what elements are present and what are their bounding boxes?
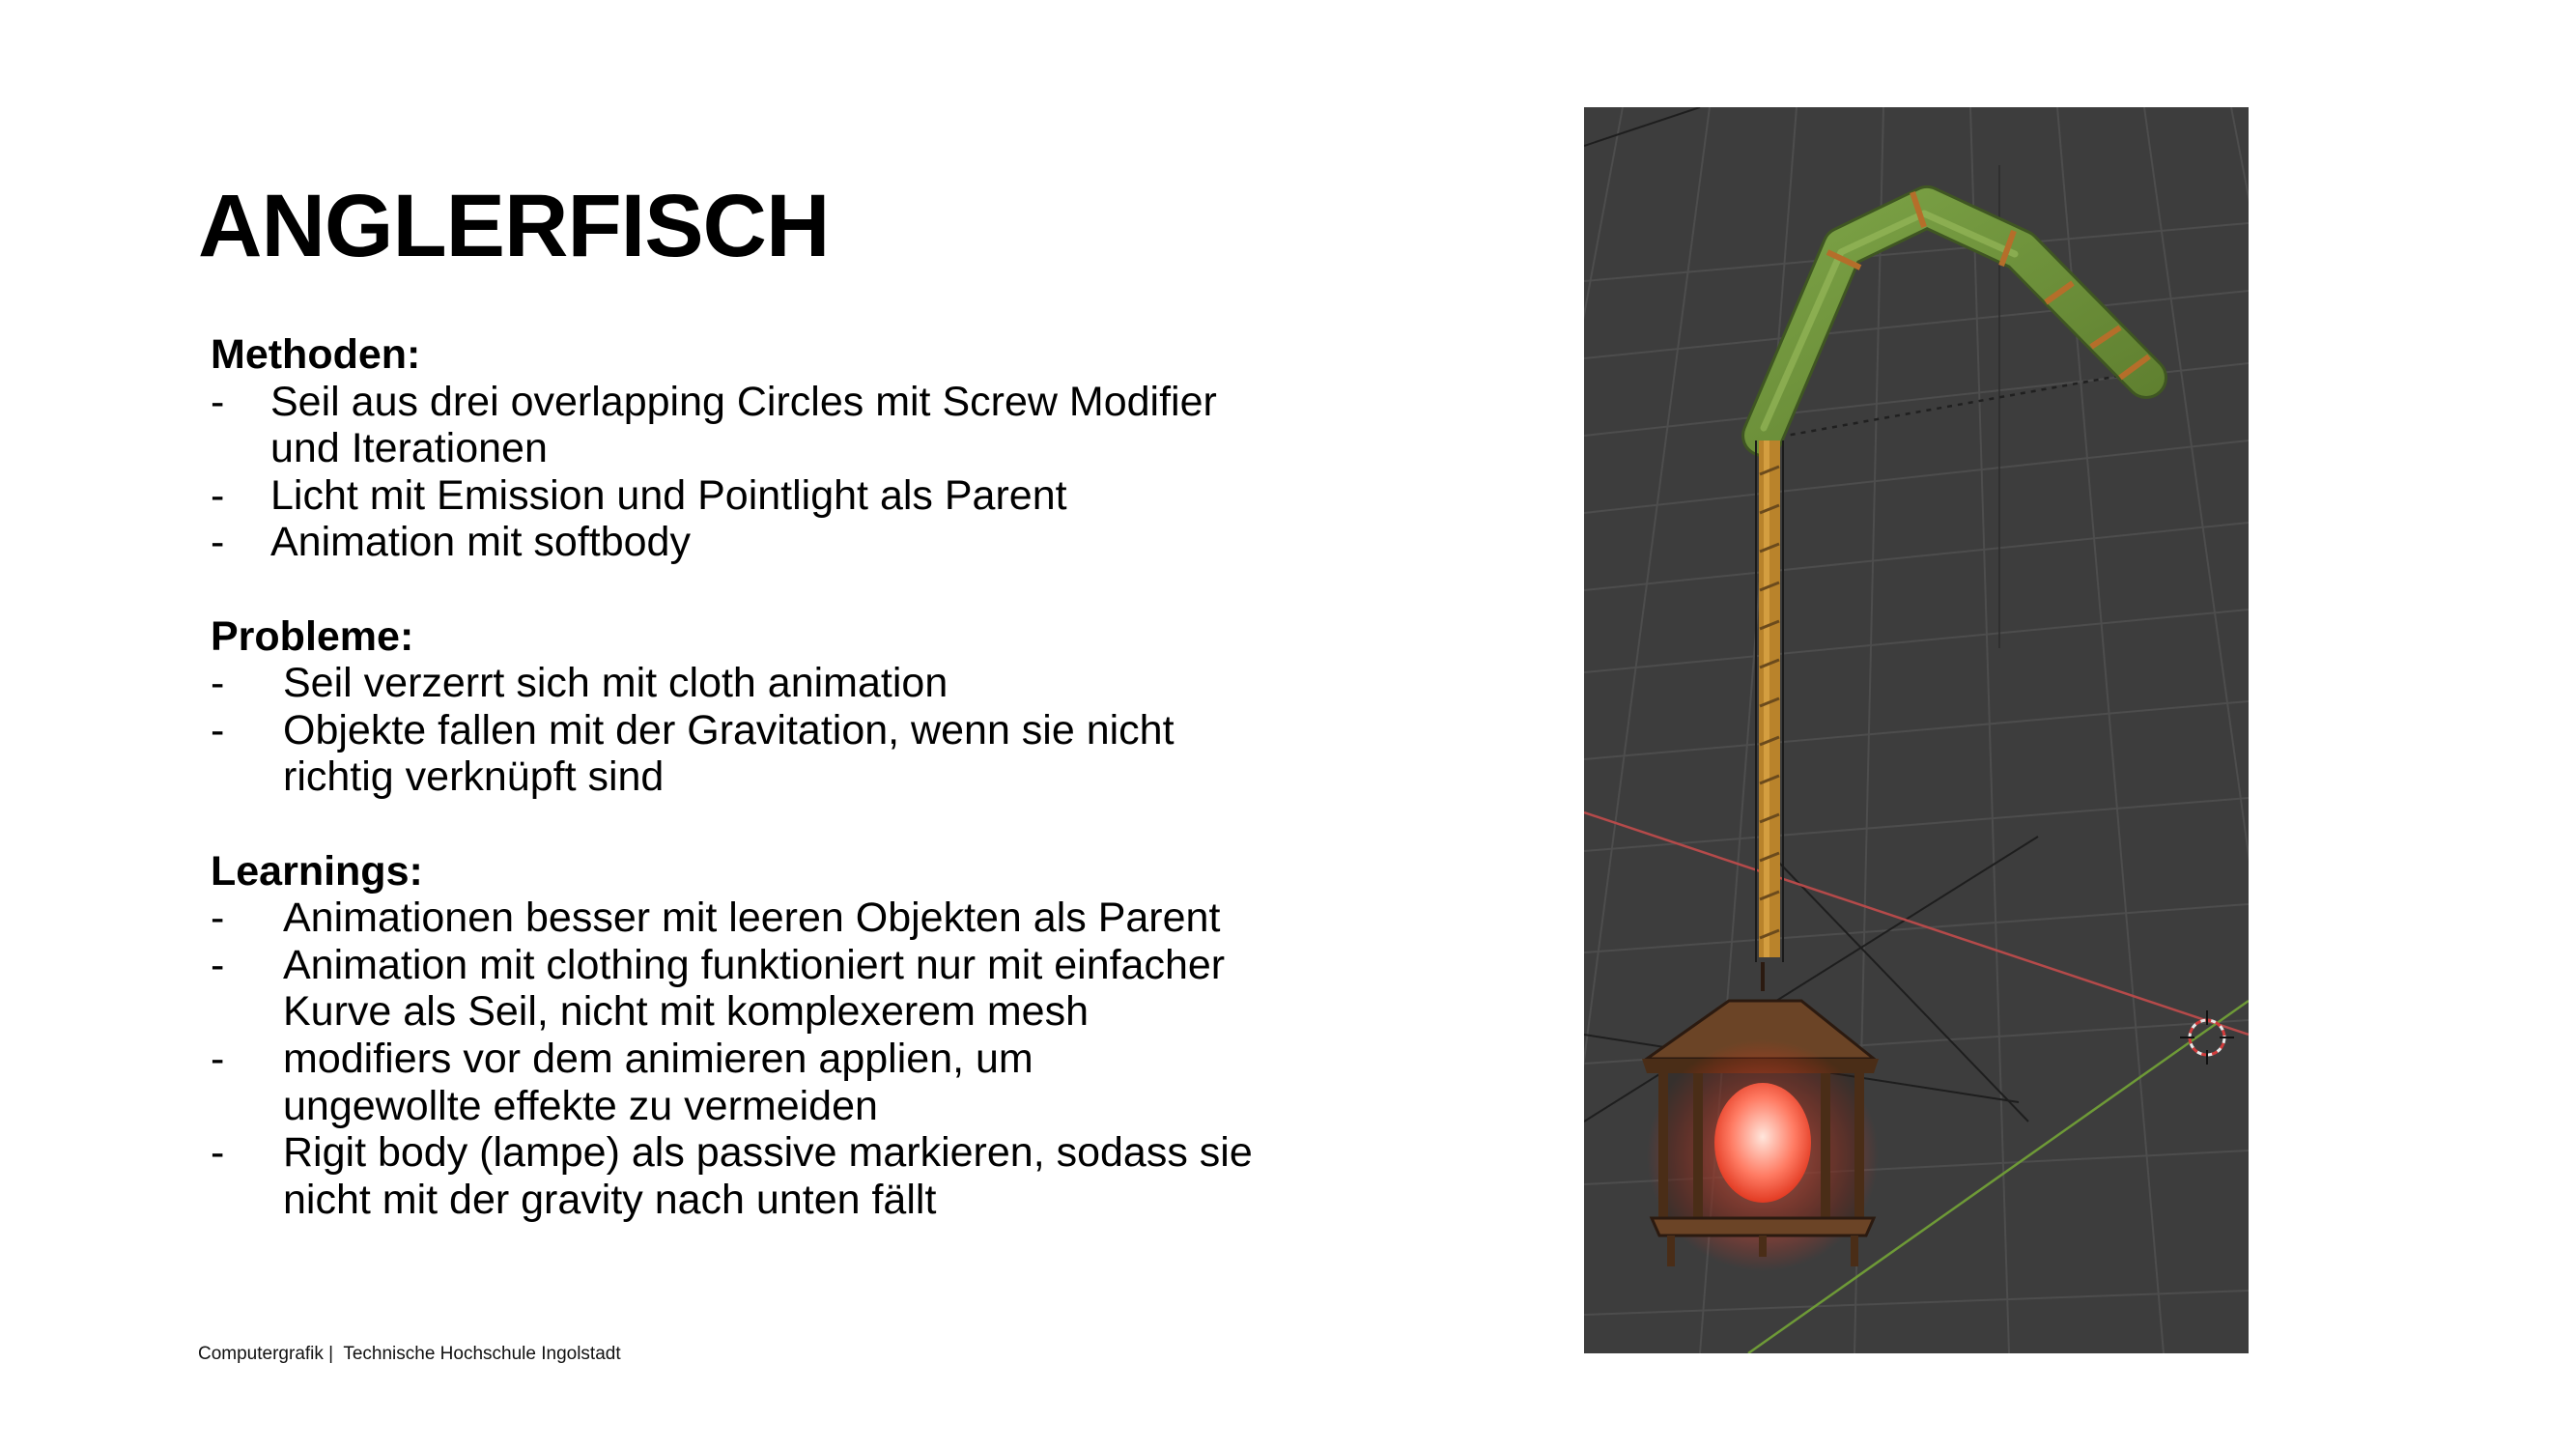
- bullet-dash: -: [211, 519, 225, 566]
- item-line: Animationen besser mit leeren Objekten als Parent: [283, 895, 1221, 942]
- footer-course: Computergrafik: [198, 1344, 324, 1364]
- footer-separator: |: [328, 1344, 334, 1364]
- x-axis-line: [1584, 812, 2249, 1035]
- bullet-dash: -: [211, 1035, 225, 1082]
- list-item: [211, 707, 1428, 801]
- item-line: Animation mit softbody: [270, 519, 691, 566]
- bullet-dash: -: [211, 378, 225, 425]
- section-heading: Learnings:: [211, 847, 423, 895]
- item-line: Seil verzerrt sich mit cloth animation: [283, 660, 948, 707]
- item-line: Rigit body (lampe) als passive markieren, sodass sie: [283, 1129, 1253, 1177]
- item-line: modifiers vor dem animieren applien, um: [283, 1035, 1033, 1082]
- slide-footer: [198, 1344, 621, 1365]
- 3d-cursor-icon: [2180, 1010, 2234, 1065]
- render-image: [1584, 107, 2249, 1353]
- footer-institution: Technische Hochschule Ingolstadt: [343, 1344, 621, 1364]
- item-line: ungewollte effekte zu vermeiden: [283, 1082, 878, 1129]
- list-item: [211, 379, 1428, 472]
- list-item: [211, 519, 1428, 566]
- slide-title: ANGLERFISCH: [198, 177, 830, 275]
- list-item: [211, 895, 1428, 942]
- item-line: richtig verknüpft sind: [283, 753, 665, 801]
- item-line: nicht mit der gravity nach unten fällt: [283, 1176, 937, 1223]
- render-screenshot: [1584, 107, 2249, 1353]
- section-probleme: [211, 613, 1428, 801]
- item-line: Animation mit clothing funktioniert nur mit einfacher: [283, 941, 1226, 988]
- item-line: und Iterationen: [270, 425, 548, 472]
- rigging-line: [1769, 370, 2152, 439]
- viewport-guides: [1584, 107, 2038, 1122]
- slide-content: [211, 331, 1428, 1223]
- item-line: Licht mit Emission und Pointlight als Parent: [270, 471, 1067, 519]
- bullet-dash: -: [211, 471, 225, 519]
- list-item: [211, 942, 1428, 1036]
- bullet-dash: -: [211, 660, 225, 707]
- item-line: Seil aus drei overlapping Circles mit Screw Modifier: [270, 378, 1217, 425]
- bullet-dash: -: [211, 706, 225, 753]
- item-line: Objekte fallen mit der Gravitation, wenn sie nicht: [283, 706, 1175, 753]
- list-item: [211, 472, 1428, 520]
- section-heading: Methoden:: [211, 331, 421, 378]
- section-heading: Probleme:: [211, 612, 414, 660]
- list-item: [211, 1129, 1428, 1223]
- bamboo-rod: [1763, 192, 2149, 436]
- list-item: [211, 660, 1428, 707]
- section-methoden: [211, 331, 1428, 566]
- rope: [1756, 440, 1783, 962]
- lantern: [1642, 962, 1879, 1271]
- bullet-dash: -: [211, 941, 225, 988]
- bullet-dash: -: [211, 895, 225, 942]
- bullet-dash: -: [211, 1129, 225, 1177]
- section-learnings: [211, 848, 1428, 1224]
- list-item: [211, 1036, 1428, 1129]
- item-line: Kurve als Seil, nicht mit komplexerem mesh: [283, 988, 1090, 1036]
